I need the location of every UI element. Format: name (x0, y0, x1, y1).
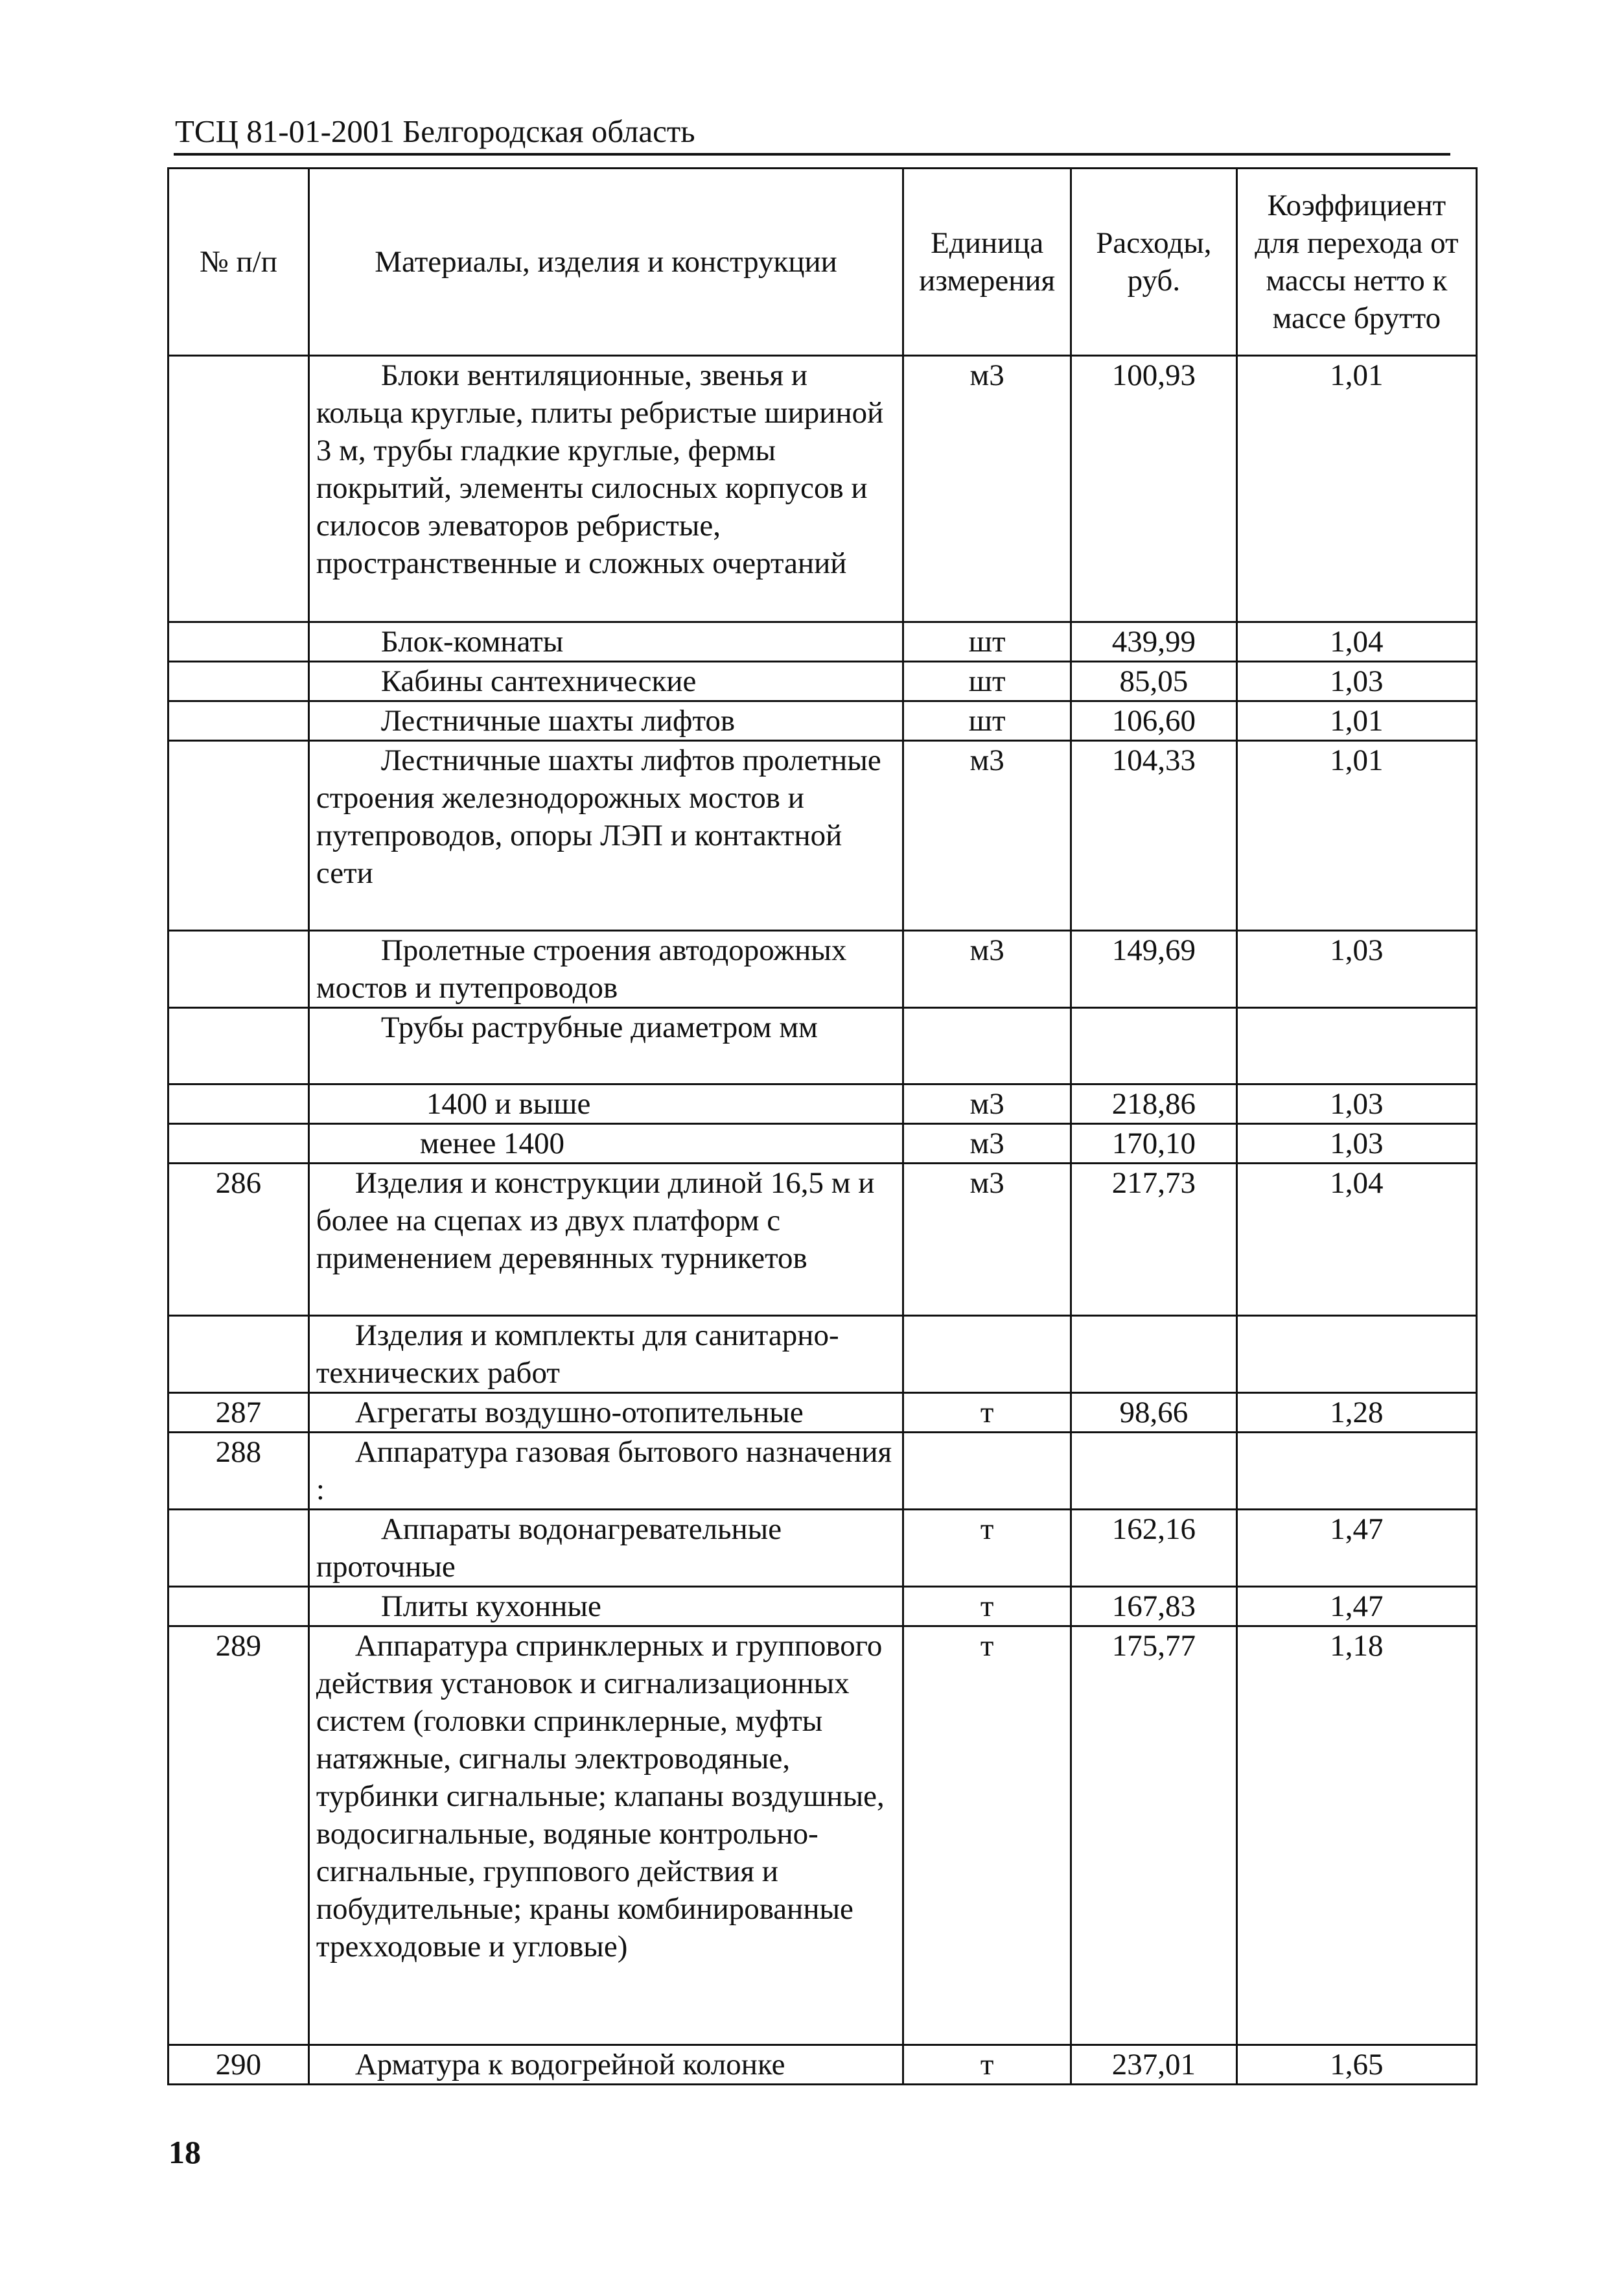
row-price: 439,99 (1071, 622, 1237, 662)
table-header-row (168, 169, 1477, 356)
table-row (168, 622, 1477, 662)
row-unit: м3 (903, 1084, 1071, 1124)
row-price: 149,69 (1071, 931, 1237, 1008)
row-material: Изделия и комплекты для санитарно-технических работ (308, 1316, 903, 1393)
row-coef: 1,01 (1236, 356, 1476, 622)
row-price: 85,05 (1071, 662, 1237, 701)
row-price: 106,60 (1071, 701, 1237, 741)
page-header (174, 104, 1450, 156)
table-row (168, 1626, 1477, 2045)
row-coef: 1,47 (1236, 1587, 1476, 1626)
row-material: 1400 и выше (308, 1084, 903, 1124)
row-num: 286 (168, 1164, 309, 1316)
row-num: 289 (168, 1626, 309, 2045)
row-material: Кабины сантехнические (308, 662, 903, 701)
row-price (1071, 1316, 1237, 1393)
row-unit (903, 1433, 1071, 1510)
row-coef: 1,01 (1236, 741, 1476, 931)
table-row (168, 1084, 1477, 1124)
row-num (168, 1316, 309, 1393)
row-num (168, 741, 309, 931)
row-coef: 1,03 (1236, 1124, 1476, 1164)
row-coef: 1,04 (1236, 1164, 1476, 1316)
row-num (168, 1124, 309, 1164)
row-material: Лестничные шахты лифтов (308, 701, 903, 741)
row-price: 170,10 (1071, 1124, 1237, 1164)
row-unit: шт (903, 622, 1071, 662)
row-coef: 1,04 (1236, 622, 1476, 662)
row-price: 100,93 (1071, 356, 1237, 622)
table-row (168, 931, 1477, 1008)
row-num (168, 1587, 309, 1626)
column-header-material: Материалы, изделия и конструкции (308, 169, 903, 356)
row-coef (1236, 1008, 1476, 1084)
column-header-price: Расходы, руб. (1071, 169, 1237, 356)
table-row (168, 356, 1477, 622)
row-coef: 1,01 (1236, 701, 1476, 741)
row-material: Лестничные шахты лифтов пролетные строения железнодорожных мостов и путепроводов, опоры ЛЭП и контактной сети (308, 741, 903, 931)
row-coef: 1,03 (1236, 662, 1476, 701)
row-num (168, 931, 309, 1008)
row-material: Блоки вентиляционные, звенья и кольца круглые, плиты ребристые шириной 3 м, трубы гладкие круглые, фермы покрытий, элементы силосных корпусов и силосов элеваторов ребристые, пространственные и сложных очертаний (308, 356, 903, 622)
row-num (168, 1008, 309, 1084)
table-row (168, 741, 1477, 931)
row-num (168, 662, 309, 701)
row-num: 288 (168, 1433, 309, 1510)
row-coef (1236, 1433, 1476, 1510)
column-header-num: № п/п (168, 169, 309, 356)
row-unit: т (903, 1587, 1071, 1626)
row-coef: 1,18 (1236, 1626, 1476, 2045)
row-material: менее 1400 (308, 1124, 903, 1164)
table-row (168, 1124, 1477, 1164)
row-num (168, 1510, 309, 1587)
row-num: 290 (168, 2045, 309, 2085)
row-price: 104,33 (1071, 741, 1237, 931)
row-price: 175,77 (1071, 1626, 1237, 2045)
row-coef: 1,03 (1236, 1084, 1476, 1124)
row-coef (1236, 1316, 1476, 1393)
table-row (168, 1008, 1477, 1084)
row-unit: м3 (903, 931, 1071, 1008)
row-num (168, 701, 309, 741)
table-row (168, 1587, 1477, 1626)
row-material: Аппаратура спринклерных и группового действия установок и сигнализационных систем (головки спринклерные, муфты натяжные, сигналы электроводяные, турбинки сигнальные; клапаны воздушные, водосигнальные, водяные контрольно-сигнальные, группового действия и побудительные; краны комбинированные трехходовые и угловые) (308, 1626, 903, 2045)
row-material: Пролетные строения автодорожных мостов и путепроводов (308, 931, 903, 1008)
row-price (1071, 1008, 1237, 1084)
row-coef: 1,03 (1236, 931, 1476, 1008)
row-unit: т (903, 1510, 1071, 1587)
table-row (168, 2045, 1477, 2085)
row-coef: 1,65 (1236, 2045, 1476, 2085)
table-row (168, 1433, 1477, 1510)
page-number: 18 (168, 2134, 201, 2170)
row-unit (903, 1316, 1071, 1393)
row-unit: шт (903, 662, 1071, 701)
row-unit: т (903, 1393, 1071, 1433)
row-unit: м3 (903, 741, 1071, 931)
materials-table (167, 167, 1478, 2085)
table-row (168, 1393, 1477, 1433)
row-price: 237,01 (1071, 2045, 1237, 2085)
table-row (168, 1164, 1477, 1316)
row-unit: м3 (903, 1124, 1071, 1164)
table-row (168, 1316, 1477, 1393)
row-num (168, 622, 309, 662)
table-row (168, 701, 1477, 741)
row-num: 287 (168, 1393, 309, 1433)
row-material: Изделия и конструкции длиной 16,5 м и более на сцепах из двух платформ с применением деревянных турникетов (308, 1164, 903, 1316)
document-title: ТСЦ 81-01-2001 Белгородская область (175, 113, 695, 149)
row-unit: м3 (903, 1164, 1071, 1316)
column-header-coef: Коэффициент для перехода от массы нетто к массе брутто (1236, 169, 1476, 356)
row-unit: т (903, 2045, 1071, 2085)
row-price: 98,66 (1071, 1393, 1237, 1433)
row-unit: м3 (903, 356, 1071, 622)
row-material: Арматура к водогрейной колонке (308, 2045, 903, 2085)
row-coef: 1,28 (1236, 1393, 1476, 1433)
row-unit: шт (903, 701, 1071, 741)
row-price: 167,83 (1071, 1587, 1237, 1626)
row-num (168, 356, 309, 622)
row-material: Плиты кухонные (308, 1587, 903, 1626)
row-price (1071, 1433, 1237, 1510)
row-num (168, 1084, 309, 1124)
row-unit: т (903, 1626, 1071, 2045)
row-coef: 1,47 (1236, 1510, 1476, 1587)
table-row (168, 662, 1477, 701)
row-price: 218,86 (1071, 1084, 1237, 1124)
row-material: Аппараты водонагревательные проточные (308, 1510, 903, 1587)
column-header-unit: Единица измерения (903, 169, 1071, 356)
row-material: Трубы раструбные диаметром мм (308, 1008, 903, 1084)
row-unit (903, 1008, 1071, 1084)
table-row (168, 1510, 1477, 1587)
row-material: Блок-комнаты (308, 622, 903, 662)
row-price: 162,16 (1071, 1510, 1237, 1587)
row-material: Аппаратура газовая бытового назначения : (308, 1433, 903, 1510)
row-price: 217,73 (1071, 1164, 1237, 1316)
row-material: Агрегаты воздушно-отопительные (308, 1393, 903, 1433)
